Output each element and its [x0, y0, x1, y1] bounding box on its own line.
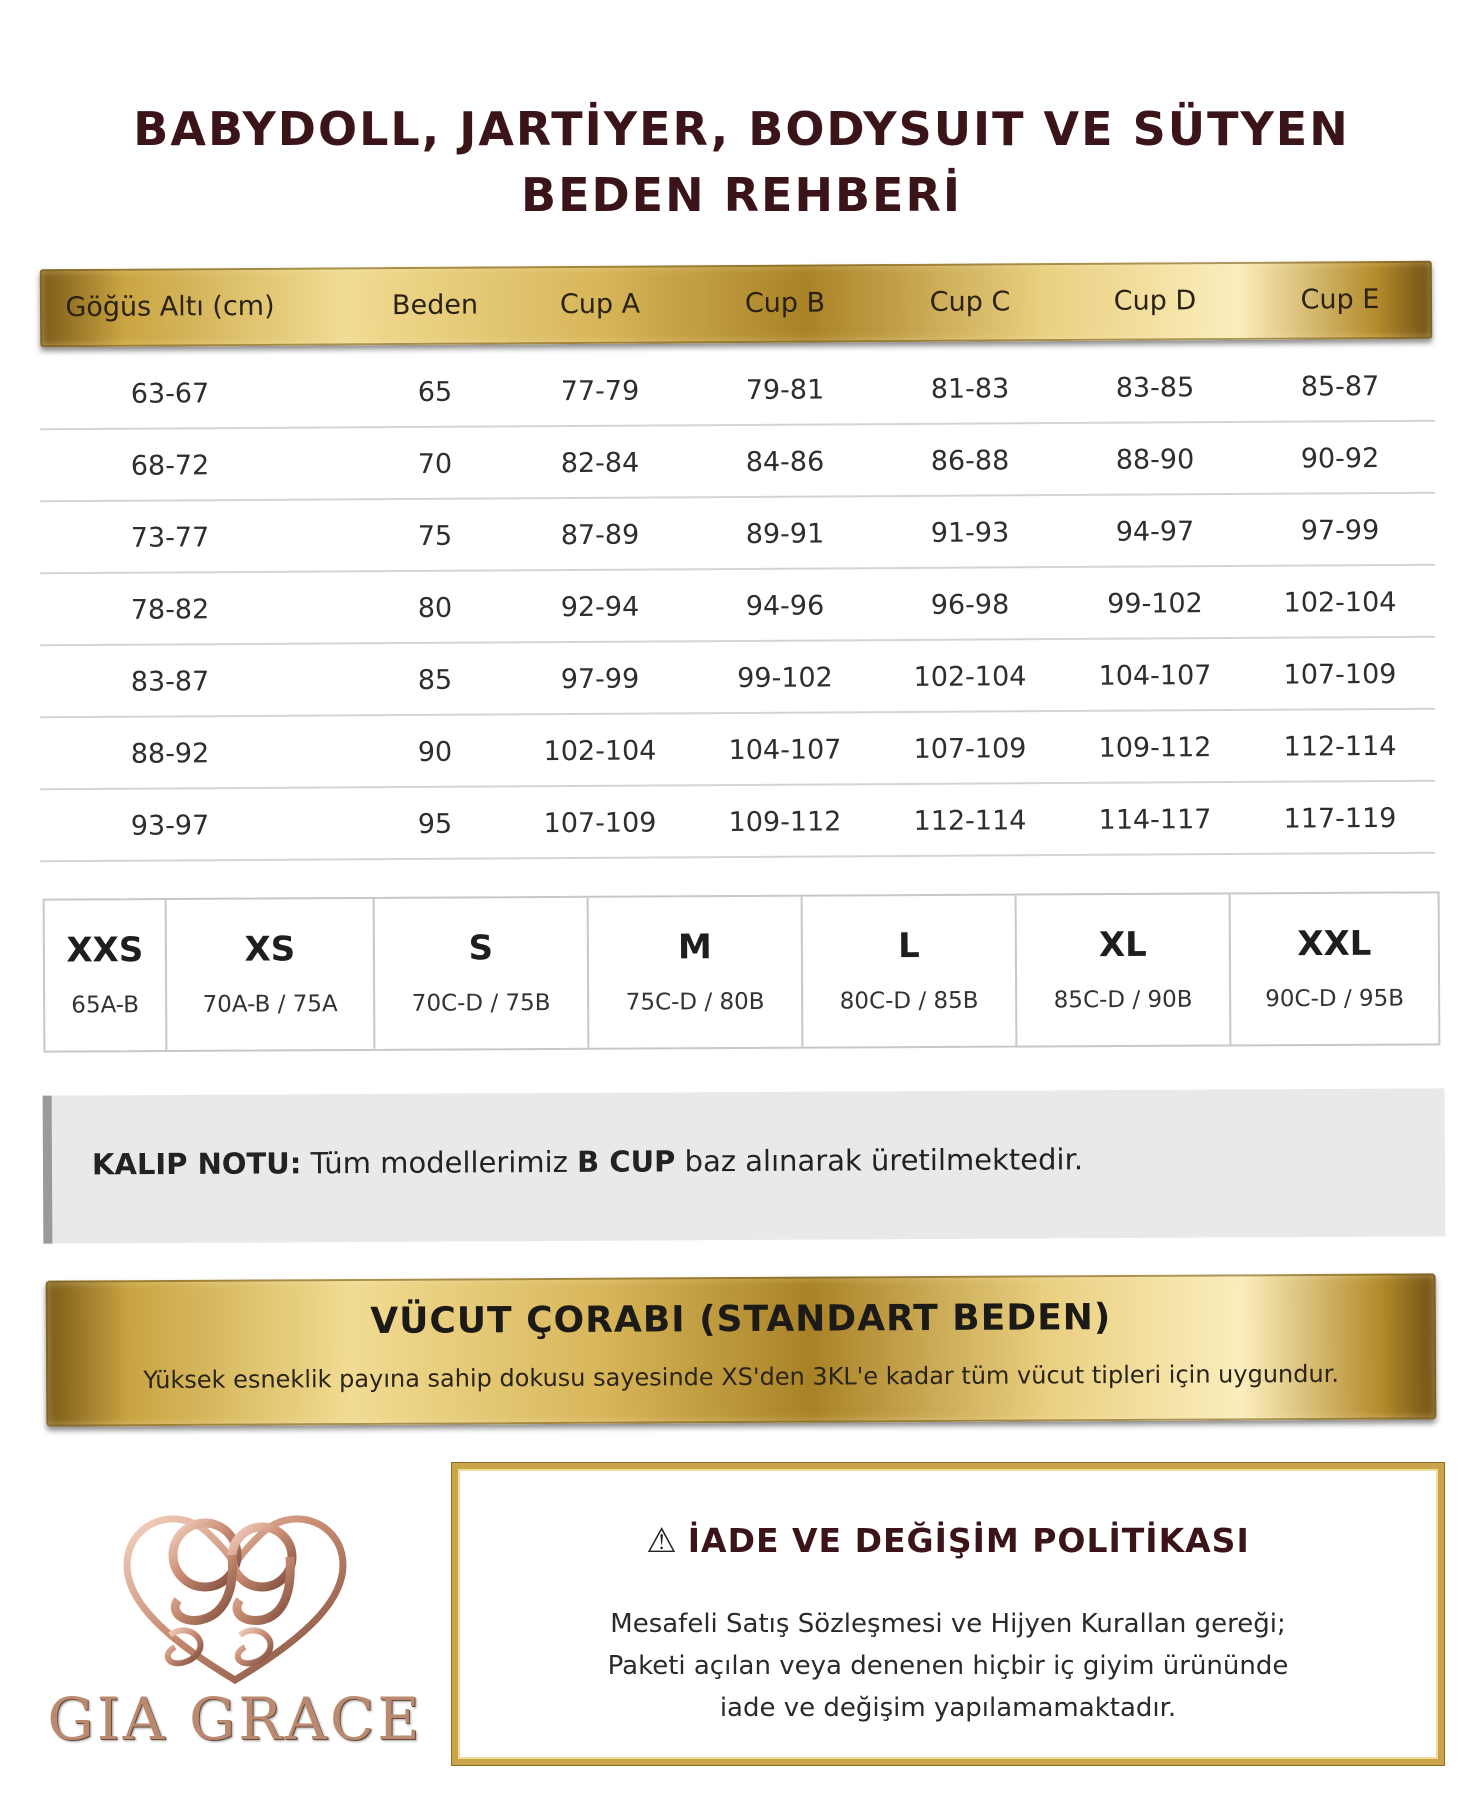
table-row: [40, 564, 1435, 647]
table-cell: 85: [417, 664, 453, 696]
header-cup-e: Cup E: [1300, 284, 1380, 316]
size-code: 70C-D / 75B: [411, 990, 551, 1017]
size-code: 70A-B / 75A: [202, 991, 338, 1018]
table-cell: 96-98: [930, 589, 1010, 621]
table-cell: 102-104: [913, 661, 1027, 693]
fit-note-text-before: Tüm modellerimiz: [301, 1144, 578, 1181]
size-box-xxl: [1231, 893, 1439, 1044]
table-cell: 68-72: [130, 450, 210, 482]
table-cell: 95: [417, 808, 453, 840]
gg-monogram-heart-logo: [40, 1495, 430, 1695]
size-table-header: [40, 261, 1432, 348]
size-code: 90C-D / 95B: [1265, 985, 1405, 1013]
table-row: [40, 348, 1435, 431]
table-cell: 109-112: [1098, 732, 1212, 764]
table-cell: 78-82: [130, 594, 210, 626]
table-cell: 104-107: [728, 734, 842, 767]
size-box-s: [375, 898, 590, 1049]
table-cell: 104-107: [1098, 660, 1212, 692]
size-name: L: [897, 926, 920, 967]
size-code: 65A-B: [71, 992, 140, 1019]
size-name: XXS: [66, 930, 144, 971]
table-row: [40, 420, 1435, 503]
table-row: [40, 492, 1435, 575]
size-code: 80C-D / 85B: [839, 987, 979, 1015]
table-cell: 70: [417, 448, 453, 480]
table-cell: 99-102: [737, 662, 833, 695]
size-box-l: [803, 896, 1018, 1047]
fit-note-bold: B CUP: [577, 1144, 676, 1179]
fit-note: [43, 1088, 1446, 1243]
table-cell: 114-117: [1098, 804, 1212, 836]
title-line-1: BABYDOLL, JARTİYER, BODYSUIT VE SÜTYEN: [133, 102, 1350, 156]
table-cell: 107-109: [1283, 658, 1397, 691]
table-row: [40, 708, 1435, 791]
table-row: [40, 636, 1435, 719]
table-cell: 94-97: [1115, 516, 1195, 548]
table-cell: 73-77: [130, 522, 210, 554]
table-cell: 85-87: [1300, 371, 1380, 403]
fit-note-label: KALIP NOTU:: [91, 1146, 302, 1182]
table-cell: 107-109: [913, 733, 1027, 765]
table-cell: 84-86: [745, 446, 825, 478]
brand-name: GIA GRACE: [47, 1685, 423, 1753]
return-policy-box: [452, 1463, 1444, 1765]
fit-note-text: [92, 1142, 1083, 1181]
return-policy-line-1: Mesafeli Satış Sözleşmesi ve Hijyen Kurallan gereği;: [610, 1609, 1286, 1639]
page-title: [0, 96, 1483, 228]
table-cell: 83-87: [130, 666, 210, 698]
table-cell: 102-104: [1283, 586, 1397, 619]
table-cell: 89-91: [745, 518, 825, 550]
table-cell: 97-99: [1300, 515, 1380, 547]
table-cell: 112-114: [1283, 730, 1397, 763]
return-policy-title: İADE VE DEĞİŞİM POLİTİKASI: [687, 1521, 1250, 1560]
fit-note-text-after: baz alınarak üretilmektedir.: [675, 1142, 1084, 1179]
table-cell: 87-89: [560, 519, 640, 552]
table-cell: 86-88: [930, 445, 1010, 477]
header-cup-d: Cup D: [1113, 285, 1197, 317]
title-line-2: BEDEN REHBERİ: [521, 168, 962, 222]
table-cell: 65: [417, 376, 453, 408]
table-cell: 83-85: [1115, 372, 1195, 404]
size-box-xs: [167, 899, 376, 1050]
table-cell: 77-79: [560, 375, 640, 408]
header-cup-a: Cup A: [559, 288, 641, 321]
table-cell: 92-94: [560, 591, 640, 624]
size-code: 75C-D / 80B: [625, 988, 765, 1016]
table-cell: 63-67: [130, 378, 210, 410]
table-cell: 91-93: [930, 517, 1010, 549]
header-cup-c: Cup C: [929, 286, 1011, 318]
table-cell: 90: [417, 736, 453, 768]
table-cell: 93-97: [130, 810, 210, 842]
size-name: S: [468, 928, 494, 969]
table-cell: 107-109: [543, 807, 657, 840]
table-cell: 117-119: [1283, 802, 1397, 835]
table-cell: 75: [417, 520, 453, 552]
size-name: XL: [1098, 924, 1147, 966]
table-cell: 80: [417, 592, 453, 624]
header-size: Beden: [391, 289, 479, 322]
table-cell: 99-102: [1107, 588, 1203, 620]
size-name: XS: [244, 929, 296, 970]
size-name: M: [677, 927, 712, 968]
table-row: [40, 780, 1435, 863]
body-stocking-title: VÜCUT ÇORABI (STANDART BEDEN): [370, 1297, 1112, 1342]
size-code: 85C-D / 90B: [1053, 986, 1193, 1014]
table-cell: 81-83: [930, 373, 1010, 405]
warning-icon: ⚠: [646, 1521, 678, 1561]
table-cell: 88-92: [130, 738, 210, 770]
table-cell: 88-90: [1115, 444, 1195, 476]
table-cell: 79-81: [745, 374, 825, 406]
return-policy-line-3: iade ve değişim yapılamamaktadır.: [719, 1693, 1177, 1723]
size-box-m: [589, 897, 804, 1048]
return-policy-line-2: Paketi açılan veya denenen hiçbir iç giyim ürününde: [607, 1651, 1289, 1681]
size-box-xl: [1017, 894, 1232, 1045]
table-cell: 90-92: [1300, 443, 1380, 475]
size-box-xxs: [45, 900, 168, 1051]
brand-logo: [40, 1495, 430, 1775]
table-cell: 94-96: [745, 590, 825, 622]
table-cell: 109-112: [728, 806, 842, 839]
header-cup-b: Cup B: [744, 287, 826, 319]
body-stocking-banner: [46, 1273, 1437, 1426]
table-cell: 97-99: [560, 663, 640, 696]
table-cell: 82-84: [560, 447, 640, 480]
table-cell: 102-104: [543, 735, 657, 768]
header-underbust: Göğüs Altı (cm): [65, 290, 275, 324]
size-name: XXL: [1297, 923, 1372, 965]
size-letter-grid: [43, 891, 1441, 1052]
table-cell: 112-114: [913, 805, 1027, 837]
body-stocking-description: Yüksek esneklik payına sahip dokusu sayesinde XS'den 3KL'e kadar tüm vücut tipleri için uygundur.: [143, 1359, 1340, 1395]
return-policy-title-row: [458, 1521, 1438, 1561]
